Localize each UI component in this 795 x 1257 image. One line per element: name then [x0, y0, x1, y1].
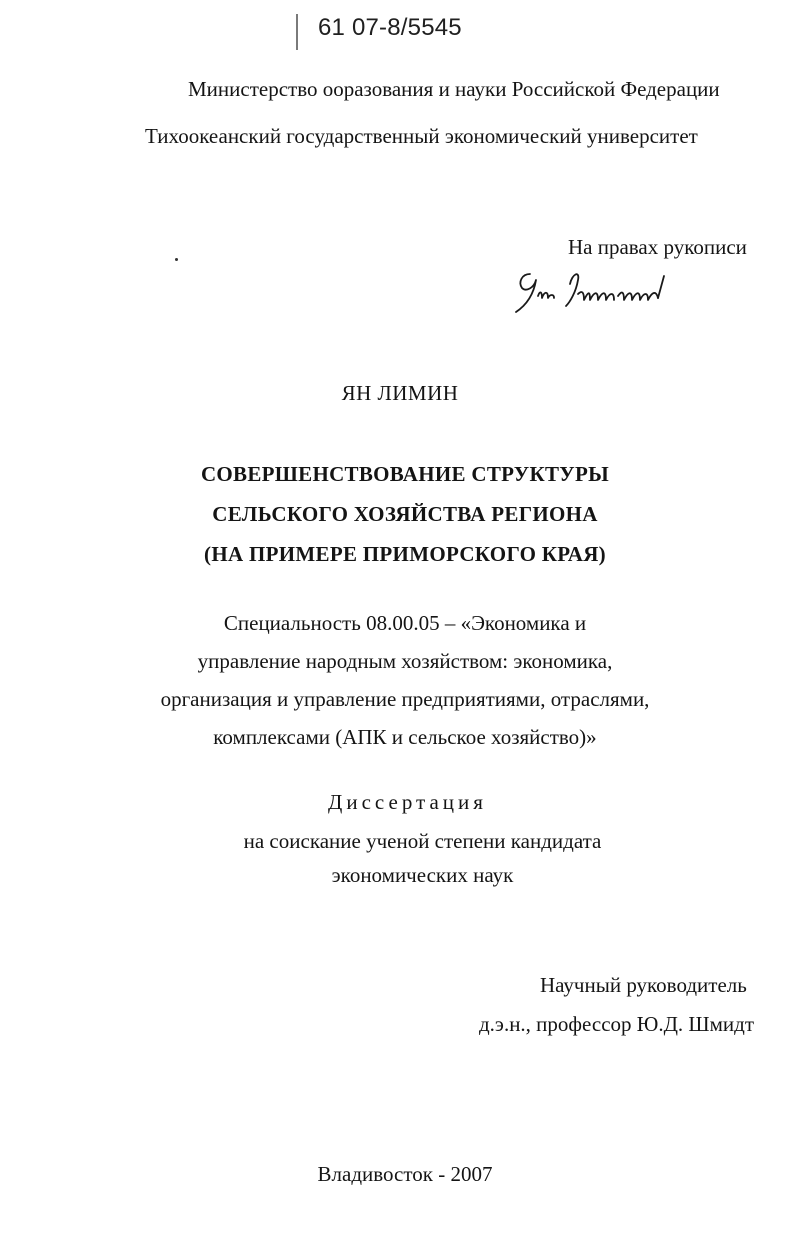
specialty-line: организация и управление предприятиями, отраслями,: [160, 687, 650, 711]
degree-line: на соискание ученой степени кандидата: [243, 829, 602, 853]
specialty-line: Специальность 08.00.05 – «Экономика и: [223, 611, 587, 635]
city-year: Владивосток - 2007: [317, 1162, 493, 1186]
dissertation-title: [0, 454, 795, 574]
stamp-margin-line: [296, 14, 298, 50]
title-line: СЕЛЬСКОГО ХОЗЯЙСТВА РЕГИОНА: [212, 502, 598, 526]
specialty-block: [0, 604, 795, 756]
ministry-name: Министерство ооразования и науки Российской Федерации: [188, 77, 720, 101]
dissertation-label: Диссертация: [328, 790, 487, 814]
title-line: (НА ПРИМЕРЕ ПРИМОРСКОГО КРАЯ): [204, 542, 606, 566]
degree-line: экономических наук: [331, 863, 514, 887]
university-name: Тихоокеанский государственный экономический университет: [145, 124, 698, 148]
catalog-number: 61 07-8/5545: [318, 14, 462, 41]
supervisor-label: Научный руководитель: [540, 973, 747, 997]
author-name: ЯН ЛИМИН: [341, 381, 459, 405]
specialty-line: комплексами (АПК и сельское хозяйство)»: [213, 725, 597, 749]
title-line: СОВЕРШЕНСТВОВАНИЕ СТРУКТУРЫ: [200, 462, 610, 486]
author-signature: [508, 262, 688, 322]
supervisor-name: д.э.н., профессор Ю.Д. Шмидт: [479, 1012, 754, 1036]
specialty-line: управление народным хозяйством: экономика,: [197, 649, 613, 673]
manuscript-note: На правах рукописи: [568, 235, 747, 259]
degree-block: [0, 824, 795, 892]
scan-speck: [175, 258, 178, 261]
